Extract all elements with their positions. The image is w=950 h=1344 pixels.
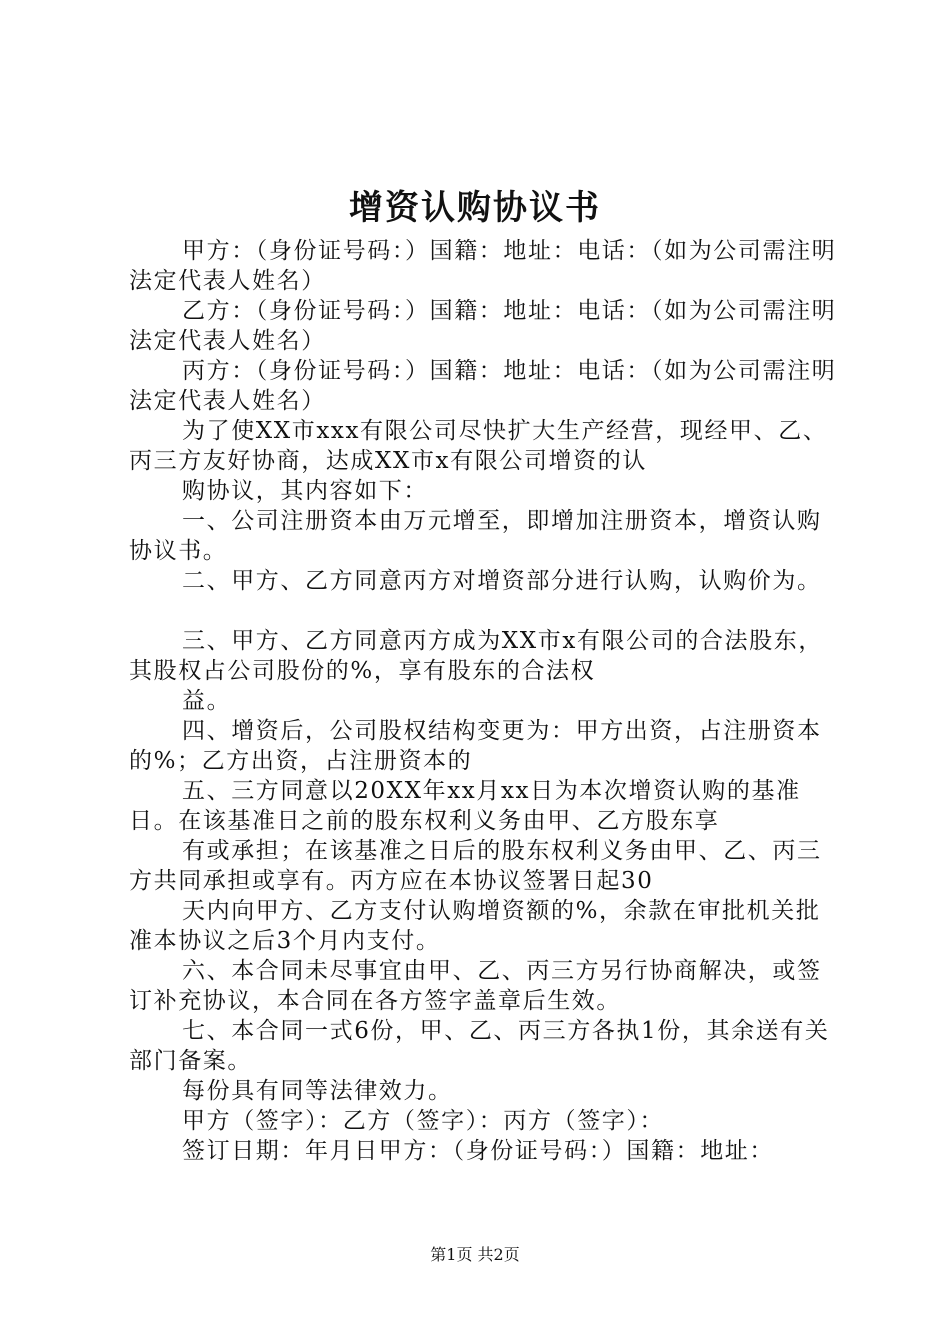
signing-date-line: 签订日期：年月日甲方：（身份证号码：）国籍：地址：	[182, 1138, 774, 1164]
clause-1: 一、公司注册资本由万元增至，即增加注册资本，增资认购协议书。	[129, 508, 822, 564]
clause-3: 三、甲方、乙方同意丙方成为XX市x有限公司的合法股东，其股权占公司股份的%，享有股东的合法权	[129, 628, 823, 684]
party-b-info: 乙方：（身份证号码：）国籍：地址：电话：（如为公司需注明法定代表人姓名）	[129, 298, 837, 354]
clause-6: 六、本合同未尽事宜由甲、乙、丙三方另行协商解决，或签订补充协议，本合同在各方签字盖章后生效。	[129, 958, 822, 1014]
clause-4: 四、增资后，公司股权结构变更为：甲方出资，占注册资本的%；乙方出资，占注册资本的	[129, 718, 822, 774]
page-footer: 第1页 共2页	[430, 1245, 520, 1264]
clause-5-continuation: 有或承担；在该基准之日后的股东权利义务由甲、乙、丙三方共同承担或享有。丙方应在本协议签署日起30	[129, 838, 822, 894]
preamble-continuation: 购协议，其内容如下：	[182, 478, 428, 504]
clause-2: 二、甲方、乙方同意丙方对增资部分进行认购，认购价为。	[182, 568, 822, 594]
document-title: 增资认购协议书	[349, 188, 601, 228]
party-c-info: 丙方：（身份证号码：）国籍：地址：电话：（如为公司需注明法定代表人姓名）	[129, 358, 837, 414]
document-body	[129, 236, 841, 1166]
party-a-info: 甲方：（身份证号码：）国籍：地址：电话：（如为公司需注明法定代表人姓名）	[129, 238, 837, 294]
clause-5: 五、三方同意以20XX年xx月xx日为本次增资认购的基准日。在该基准日之前的股东权利义务由甲、乙方股东享	[129, 778, 801, 834]
preamble-paragraph: 为了使XX市xxx有限公司尽快扩大生产经营，现经甲、乙、丙三方友好协商，达成XX市x有限公司增资的认	[129, 418, 828, 474]
signature-line: 甲方（签字）：乙方（签字）：丙方（签字）：	[182, 1108, 665, 1134]
clause-3-continuation: 益。	[182, 688, 232, 714]
clause-7: 七、本合同一式6份，甲、乙、丙三方各执1份，其余送有关部门备案。	[129, 1018, 830, 1074]
clause-7-continuation: 每份具有同等法律效力。	[182, 1078, 453, 1104]
clause-5-payment: 天内向甲方、乙方支付认购增资额的%，余款在审批机关批准本协议之后3个月内支付。	[129, 898, 821, 954]
